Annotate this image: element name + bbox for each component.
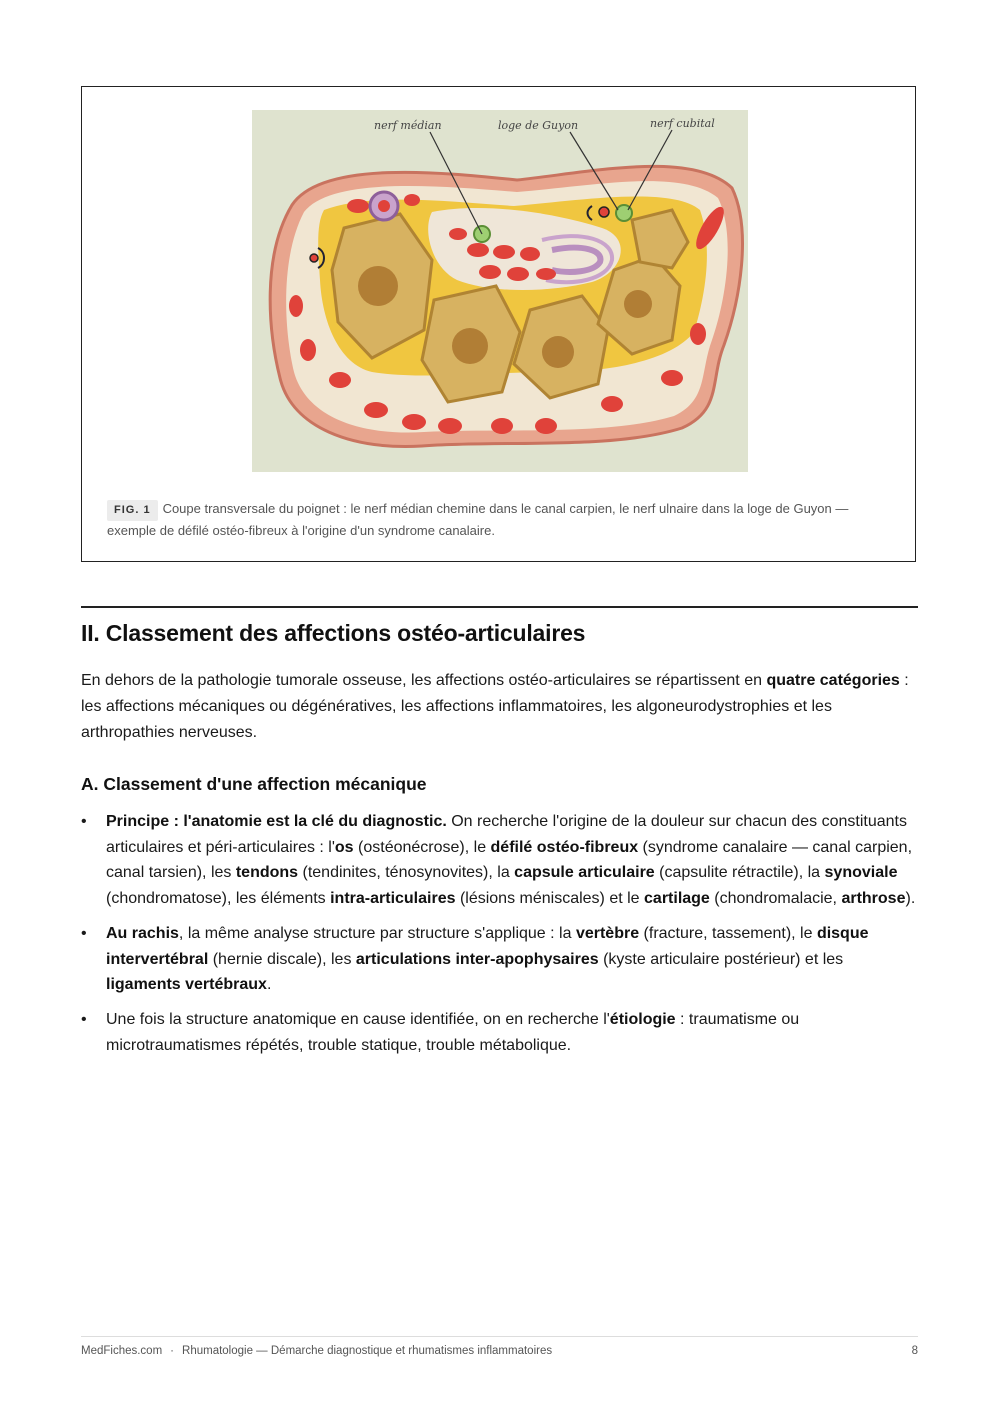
bold-term: tendons xyxy=(235,864,299,882)
text-run: (ostéonécrose), le xyxy=(353,838,491,856)
footer-doc-title: Rhumatologie — Démarche diagnostique et rhumatismes inflammatoires xyxy=(182,1345,553,1357)
footer-divider xyxy=(81,1336,918,1337)
text-run: Une fois la structure anatomique en cause identifiée, on en recherche l' xyxy=(106,1010,610,1028)
text-run: ). xyxy=(905,890,916,908)
figure-box xyxy=(81,86,916,562)
text-run: En dehors de la pathologie tumorale osseuse, les affections ostéo-articulaires se répartissent en xyxy=(81,672,767,689)
bold-term: cartilage xyxy=(644,890,710,908)
bold-term: articulations inter-apophysaires xyxy=(355,950,599,968)
bold-term: étiologie xyxy=(609,1010,676,1028)
section-divider xyxy=(81,606,918,608)
footer-site-link[interactable]: MedFiches.com xyxy=(81,1345,163,1357)
bullet-item xyxy=(81,921,921,998)
bold-term: Au rachis xyxy=(106,924,179,942)
text-run: On recherche l'origine de la douleur sur chacun des constituants articulaires et péri-articulaires : l' xyxy=(106,813,907,856)
text-run: (chondromalacie, xyxy=(709,890,842,908)
figure-tag: FIG. 1 xyxy=(107,500,158,521)
text-run: (hernie discale), les xyxy=(208,950,356,968)
text-run: . xyxy=(266,976,272,994)
intro-paragraph xyxy=(81,668,921,746)
figure-caption xyxy=(107,499,897,540)
bullet-item xyxy=(81,809,921,912)
bullet-list xyxy=(81,809,921,1067)
wrist-cross-section-illustration xyxy=(252,110,748,472)
label-loge-guyon: loge de Guyon xyxy=(498,119,579,132)
bold-term: disque intervertébral xyxy=(106,924,869,968)
bold-term: Principe : l'anatomie est la clé du diagnostic. xyxy=(106,813,447,830)
bold-term: quatre catégories xyxy=(766,672,900,689)
text-run: (chondromatose), les éléments xyxy=(106,890,331,908)
subsection-title: A. Classement d'une affection mécanique xyxy=(81,774,427,794)
text-run: (tendinites, ténosynovites), la xyxy=(298,864,515,882)
bold-term: synoviale xyxy=(824,864,898,882)
page-footer xyxy=(81,1345,918,1357)
text-run: (lésions méniscales) et le xyxy=(455,890,645,908)
bold-term: ligaments vertébraux xyxy=(106,976,267,994)
page-number: 8 xyxy=(911,1345,918,1357)
bold-term: arthrose xyxy=(841,890,906,908)
bold-term: défilé ostéo-fibreux xyxy=(490,838,639,856)
text-run: : les affections mécaniques ou dégénératives, les affections inflammatoires, les algoneurodystrophies et les arthropathies nerveuses. xyxy=(81,672,909,741)
bold-term: intra-articulaires xyxy=(330,890,456,908)
text-run: (capsulite rétractile), la xyxy=(654,864,825,882)
bold-term: capsule articulaire xyxy=(514,864,655,882)
text-run: (syndrome canalaire — canal carpien, canal tarsien), les xyxy=(106,838,913,882)
text-run: (fracture, tassement), le xyxy=(639,924,817,942)
footer-separator: · xyxy=(170,1345,175,1357)
section-title: II. Classement des affections ostéo-articulaires xyxy=(81,620,586,646)
label-nerf-median: nerf médian xyxy=(374,119,442,132)
text-run: : traumatisme ou microtraumatismes répétés, trouble statique, trouble métabolique. xyxy=(106,1010,800,1054)
label-nerf-cubital: nerf cubital xyxy=(650,117,715,130)
text-run: , la même analyse structure par structure s'applique : la xyxy=(178,924,576,942)
bold-term: vertèbre xyxy=(575,924,640,942)
text-run: (kyste articulaire postérieur) et les xyxy=(598,950,844,968)
bold-term: os xyxy=(334,838,354,856)
figure-caption-text: Coupe transversale du poignet : le nerf médian chemine dans le canal carpien, le nerf ulnaire dans la loge de Guyon — exemple de défilé ostéo-fibreux à l'origine d'un syndrome canalaire. xyxy=(107,501,849,538)
bullet-item xyxy=(81,1007,921,1058)
